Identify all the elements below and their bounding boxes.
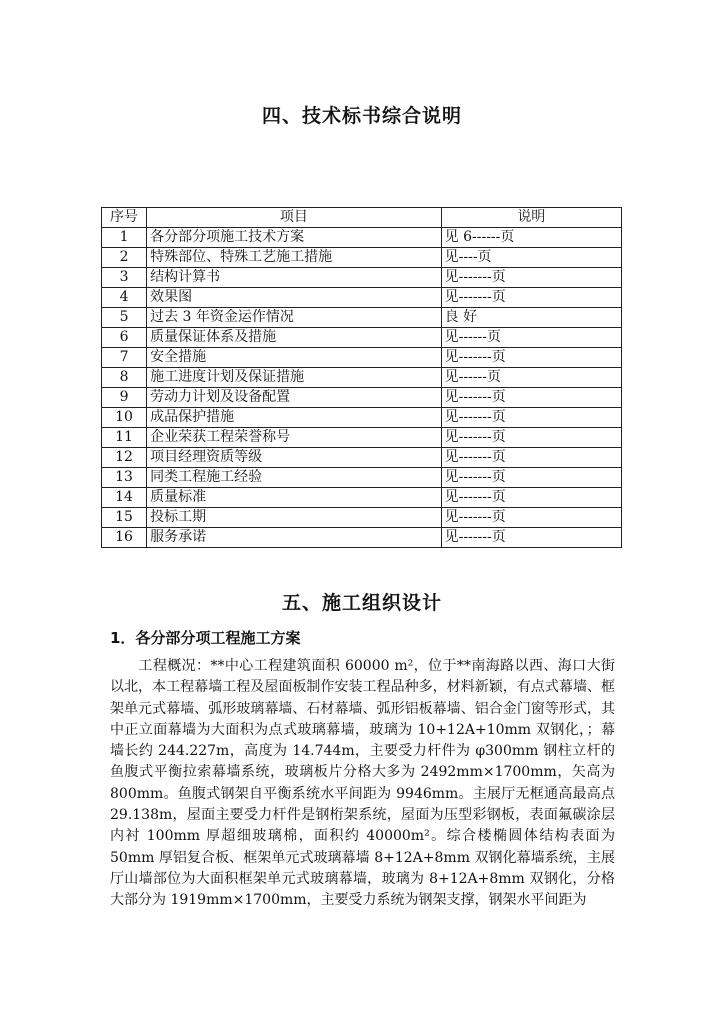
- table-row: [102, 228, 622, 248]
- row-desc: 见-------页: [441, 288, 621, 308]
- row-desc: 见-------页: [441, 348, 621, 368]
- row-item: 过去 3 年资金运作情况: [147, 308, 442, 328]
- table-row: [102, 348, 622, 368]
- subsection-heading: 1．各分部分项工程施工方案: [110, 629, 301, 647]
- row-number: 9: [102, 388, 147, 408]
- row-number: 8: [102, 368, 147, 388]
- row-number: 1: [102, 228, 147, 248]
- row-desc: 见-------页: [441, 388, 621, 408]
- row-desc: 见 6------页: [441, 228, 621, 248]
- row-desc: 见-------页: [441, 468, 621, 488]
- row-desc: 见----页: [441, 248, 621, 268]
- table-row: [102, 528, 622, 548]
- row-item: 项目经理资质等级: [147, 448, 442, 468]
- row-item: 企业荣获工程荣誉称号: [147, 428, 442, 448]
- row-desc: 见-------页: [441, 428, 621, 448]
- row-item: 施工进度计划及保证措施: [147, 368, 442, 388]
- row-desc: 见-------页: [441, 488, 621, 508]
- row-item: 结构计算书: [147, 268, 442, 288]
- table-row: [102, 248, 622, 268]
- row-desc: 见------页: [441, 368, 621, 388]
- table-row: [102, 308, 622, 328]
- table-header-row: [102, 208, 622, 228]
- section-5-heading: 五、施工组织设计: [281, 592, 442, 614]
- table-row: [102, 488, 622, 508]
- row-item: 质量标准: [147, 488, 442, 508]
- header-desc: 说明: [441, 208, 621, 228]
- row-item: 成品保护措施: [147, 408, 442, 428]
- table-row: [102, 508, 622, 528]
- table-row: [102, 448, 622, 468]
- row-desc: 见-------页: [441, 268, 621, 288]
- row-number: 5: [102, 308, 147, 328]
- row-number: 15: [102, 508, 147, 528]
- row-item: 服务承诺: [147, 528, 442, 548]
- contents-table: [101, 207, 622, 548]
- row-item: 各分部分项施工技术方案: [147, 228, 442, 248]
- table-row: [102, 268, 622, 288]
- row-number: 12: [102, 448, 147, 468]
- row-number: 2: [102, 248, 147, 268]
- row-item: 效果图: [147, 288, 442, 308]
- row-number: 6: [102, 328, 147, 348]
- table-row: [102, 468, 622, 488]
- section-4-heading: 四、技术标书综合说明: [261, 105, 462, 127]
- row-number: 13: [102, 468, 147, 488]
- row-desc: 见-------页: [441, 448, 621, 468]
- paragraph-text: 工程概况：**中心工程建筑面积 60000 m²，位于**南海路以西、海口大街以北，本工程幕墙工程及屋面板制作安装工程品种多，材料新颖，有点式幕墙、框架单元式幕墙、弧形玻璃幕墙、石材幕墙、弧形铝板幕墙、铝合金门窗等形式，其中正立面幕墙为大面积为点式玻璃幕墙，玻璃为 10+12A+10mm 双钢化，；幕墙长约 244.227m，高度为 14.744m，主要受力杆件为 φ300mm 钢柱立杆的鱼腹式平衡拉索幕墙系统，玻璃板片分格大多为 2492mm×1700mm，矢高为 800mm。鱼腹式钢架自平衡系统水平间距为 9946mm。主展厅无框通高最高点 29.138m，屋面主要受力杆件是钢桁架系统，屋面为压型彩钢板，表面氟碳涂层内衬 100mm 厚超细玻璃棉，面积约 40000m²。综合楼椭圆体结构表面为 50mm 厚铝复合板、框架单元式玻璃幕墙 8+12A+8mm 双钢化幕墙系统，主展厅山墙部位为大面积框架单元式玻璃幕墙，玻璃为 8+12A+8mm 双钢化，分格大部分为 1919mm×1700mm，主要受力系统为钢架支撑，钢架水平间距为: [110, 658, 615, 909]
- row-item: 投标工期: [147, 508, 442, 528]
- row-desc: 见-------页: [441, 528, 621, 548]
- header-no: 序号: [102, 208, 147, 228]
- row-item: 劳动力计划及设备配置: [147, 388, 442, 408]
- header-item: 项目: [147, 208, 442, 228]
- row-number: 7: [102, 348, 147, 368]
- row-number: 4: [102, 288, 147, 308]
- table-row: [102, 428, 622, 448]
- row-item: 特殊部位、特殊工艺施工措施: [147, 248, 442, 268]
- row-desc: 见------页: [441, 328, 621, 348]
- row-number: 3: [102, 268, 147, 288]
- table-row: [102, 368, 622, 388]
- table-row: [102, 288, 622, 308]
- row-item: 质量保证体系及措施: [147, 328, 442, 348]
- body-paragraph: [110, 656, 615, 912]
- row-desc: 见-------页: [441, 408, 621, 428]
- row-number: 11: [102, 428, 147, 448]
- table-row: [102, 408, 622, 428]
- row-item: 同类工程施工经验: [147, 468, 442, 488]
- table-row: [102, 328, 622, 348]
- row-item: 安全措施: [147, 348, 442, 368]
- row-desc: 见-------页: [441, 508, 621, 528]
- row-desc: 良 好: [441, 308, 621, 328]
- row-number: 16: [102, 528, 147, 548]
- table-row: [102, 388, 622, 408]
- row-number: 14: [102, 488, 147, 508]
- row-number: 10: [102, 408, 147, 428]
